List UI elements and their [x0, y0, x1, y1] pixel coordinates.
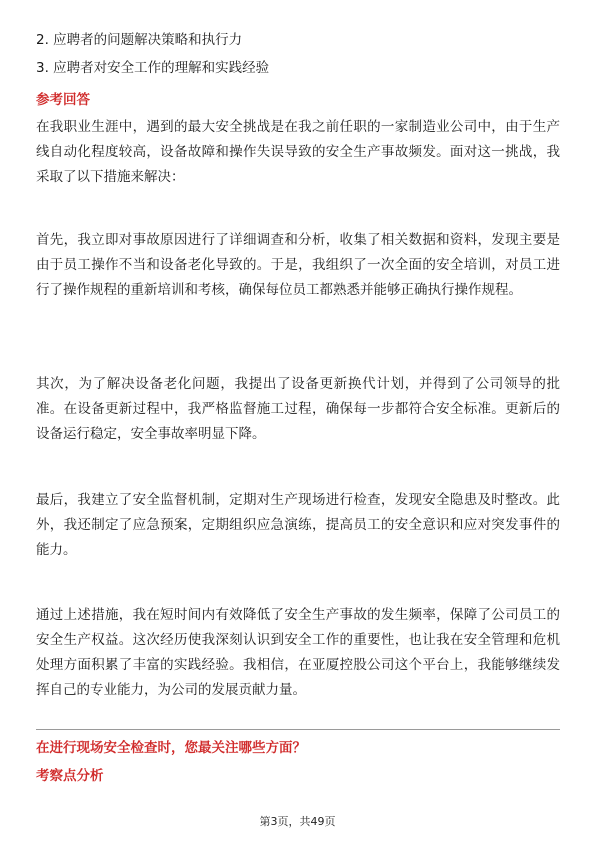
section-divider [36, 729, 560, 730]
answer-heading: 参考回答 [36, 92, 90, 108]
answer-paragraph-4: 最后，我建立了安全监督机制，定期对生产现场进行检查，发现安全隐患及时整改。此外，我还制定了应急预案，定期组织应急演练，提高员工的安全意识和应对突发事件的能力。 [36, 492, 560, 558]
question-point-3: 3. 应聘者对安全工作的理解和实践经验 [36, 60, 270, 76]
answer-paragraph-2: 首先，我立即对事故原因进行了详细调查和分析，收集了相关数据和资料，发现主要是由于员工操作不当和设备老化导致的。于是，我组织了一次全面的安全培训，对员工进行了操作规程的重新培训和考核，确保每位员工都熟悉并能够正确执行操作规程。 [36, 232, 560, 298]
answer-paragraph-5: 通过上述措施，我在短时间内有效降低了安全生产事故的发生频率，保障了公司员工的安全生产权益。这次经历使我深刻认识到安全工作的重要性，也让我在安全管理和危机处理方面积累了丰富的实践经验。我相信，在亚厦控股公司这个平台上，我能够继续发挥自己的专业能力，为公司的发展贡献力量。 [36, 607, 560, 698]
answer-paragraph-1: 在我职业生涯中，遇到的最大安全挑战是在我之前任职的一家制造业公司中，由于生产线自动化程度较高，设备故障和操作失误导致的安全生产事故频发。面对这一挑战，我采取了以下措施来解决： [36, 119, 560, 185]
analysis-subheading: 考察点分析 [36, 768, 104, 784]
page-number-footer: 第3页，共49页 [259, 815, 336, 828]
answer-paragraph-3: 其次，为了解决设备老化问题，我提出了设备更新换代计划，并得到了公司领导的批准。在设备更新过程中，我严格监督施工过程，确保每一步都符合安全标准。更新后的设备运行稳定，安全事故率明显下降。 [36, 376, 560, 442]
question-point-2: 2. 应聘者的问题解决策略和执行力 [36, 32, 243, 48]
next-question-heading: 在进行现场安全检查时，您最关注哪些方面？ [36, 740, 306, 756]
